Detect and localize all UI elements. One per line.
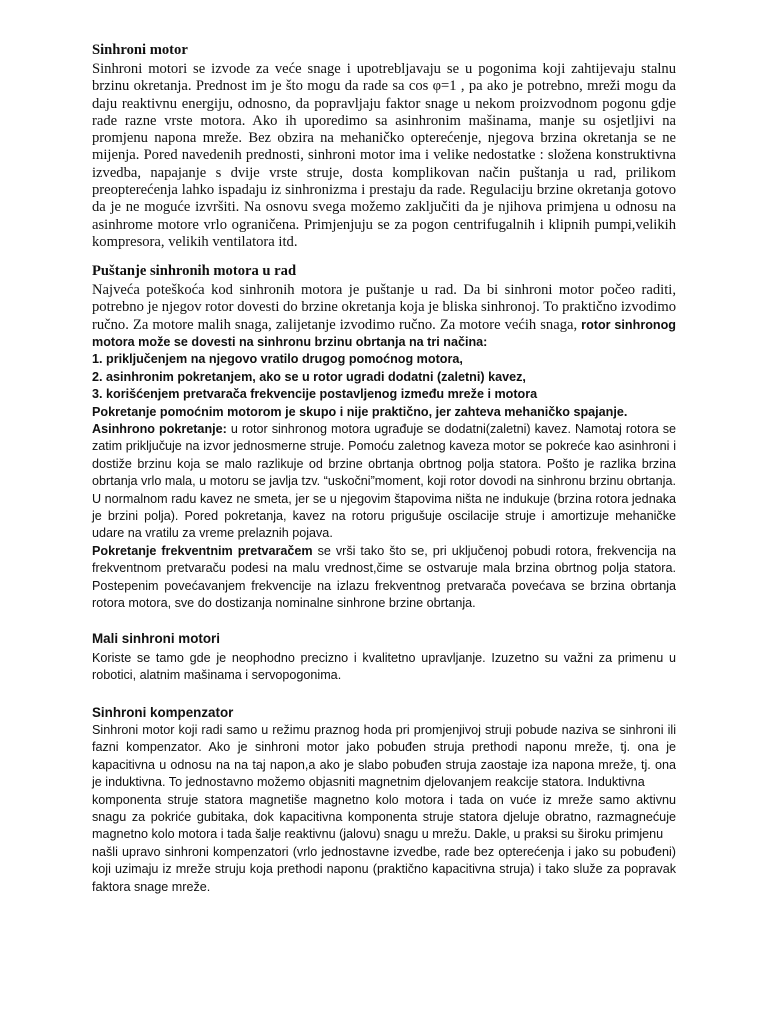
paragraph-aux-start: Pokretanje pomoćnim motorom je skupo i nije praktično, jer zahteva mehaničko spajanje. xyxy=(92,404,628,419)
section-title-pustanje: Puštanje sinhronih motora u rad xyxy=(92,263,297,279)
async-body: u rotor sinhronog motora ugrađuje se dodatni(zaletni) kavez. Namotaj rotora se zatim priključuje na izvor jednosmerne struje. Pomoću zaletnog kaveza motor se pokreće kao asinhroni i dostiže brzinu koja se malo razlikuje od brzine obrtanja obrtnog polja statora. Pošto je razlika brzina obrtanja vrlo mala, u motoru se javlja tzv. “uskočni”moment, koji rotor dovodi na sinhronu brzinu obrtanja. U normalnom radu kavez ne smeta, jer se u njegovim štapovima ništa ne indukuje (brzina rotora jednaka je brzini polja). Pored pokretanja, kavez na rotoru prigušuje oscilacije struje i amortizuje mehaničke udare na vratilu za vreme prelaznih pojava. xyxy=(92,422,677,541)
paragraph-freq-start xyxy=(92,543,676,613)
paragraph-kompenzator-b: komponenta struje statora magnetiše magnetno kolo motora i tada on vuće iz mreže samo aktivnu snagu za pokriće gubitaka, dok kapacitivna komponenta struje statora djeluje obratno, razmagnećuje magnetno kolo motora i tada šalje reaktivnu (jalovu) snagu u mrežu. Dakle, u praksi su široku primjenu xyxy=(92,792,676,842)
section-title-kompenzator: Sinhroni kompenzator xyxy=(92,705,234,720)
paragraph-kompenzator-a: Sinhroni motor koji radi samo u režimu praznog hoda pri promjenjivoj struji pobude naziva se sinhroni ili fazni kompenzator. Ako je sinhroni motor jako pobuđen struja prethodi naponu mreže, tj. ona je kapacitivna u odnosu na na taj napon,a ako je slabo pobuđen struja zaostaje iza napona mreže, tj. ona je induktivna. To jednostavno možemo objasniti magnetnim djelovanjem reakcije statora. Induktivna xyxy=(92,723,676,790)
intro-bold-text: rotor sinhronog motora može se dovesti na sinhronu brzinu obrtanja na tri načina: xyxy=(92,317,676,349)
list-item-2: 2. asinhronim pokretanjem, ako se u rotor ugradi dodatni (zaletni) kavez, xyxy=(92,369,526,384)
paragraph-kompenzator-c: našli upravo sinhroni kompenzatori (vrlo jednostavne izvedbe, rade bez opterećenja i jako su pobuđeni) koji uzimaju iz mreže struju koja prethodi naponu (praktično kapacitivna struja) i tako služe za popravak faktora snage mreže. xyxy=(92,844,676,894)
list-item-1: 1. priključenjem na njegovo vratilo drugog pomoćnog motora, xyxy=(92,352,463,367)
paragraph-async-start xyxy=(92,421,676,543)
paragraph-pustanje-intro xyxy=(92,282,676,351)
paragraph-mali-motori: Koriste se tamo gde je neophodno precizno i kvalitetno upravljanje. Izuzetno su važni za primenu u robotici, alatnim mašinama i servopogonima. xyxy=(92,651,676,683)
freq-body: se vrši tako što se, pri uključenoj pobudi rotora, frekvencija na frekventnom pretvaraču podesi na malu vrednost,čime se ostvaruje mala brzina obrtnog polja statora. Postepenim povećavanjem frekvencije na izlazu frekventnog pretvarača povećava se brzina obrtanja rotora motora, sve do dostizanja nominalne sinhrone brzine obrtanja. xyxy=(92,543,676,611)
section-body-pustanje xyxy=(92,282,676,613)
section-title-mali-motori: Mali sinhroni motori xyxy=(92,631,220,646)
list-item-3: 3. korišćenjem pretvarača frekvencije postavljenog između mreže i motora xyxy=(92,387,538,402)
section-body-kompenzator xyxy=(92,722,676,896)
freq-lead: Pokretanje frekventnim pretvaračem xyxy=(92,543,313,558)
intro-text: Najveća poteškoća kod sinhronih motora je puštanje u rad. Da bi sinhroni motor počeo raditi, potrebno je njegov rotor dovesti do brzine okretanja koja je bliska sinhronoj. To praktično izvodimo ručno. Za motore malih snaga, zalijetanje izvodimo ručno. Za motore većih snaga, xyxy=(92,282,676,333)
section-title-sinhroni-motor: Sinhroni motor xyxy=(92,42,188,58)
start-methods-list xyxy=(92,351,676,403)
paragraph-sinhroni-motor: Sinhroni motori se izvode za veće snage i upotrebljavaju se u pogonima koji zahtijevaju stalnu brzinu okretanja. Prednost im je što mogu da rade sa cos φ=1 , pa ako je potrebno, mreži mogu da daju reaktivnu energiju, odnosno, da popravljaju faktor snage u nekom proizvodnom pogonu gdje rade razne vrste motora. Ako ih uporedimo sa asinhronim mašinama, manje su osjetljivi na promjenu napona mreže. Bez obzira na mehaničko opterećenje, njegova brzina okretanja se ne mijenja. Pored navedenih prednosti, sinhroni motor ima i velike nedostatke : složena konstruktivna izvedba, napajanje s dvije vrste struje, dosta komplikovan način puštanja u rad, prilikom preopterećenja lahko ispadaju iz sinhronizma i prestaju da rade. Regulaciju brzine okretanja gotovo da je ne moguće izvršiti. Na osnovu svega možemo zaključiti da je njihova primjena u odnosu na asinhrome motore vrlo ograničena. Primjenjuju se za pogon centrifugalnih i klipnih pumpi,velikih kompresora, velikih ventilatora itd. xyxy=(92,61,676,250)
async-lead: Asinhrono pokretanje: xyxy=(92,422,227,437)
